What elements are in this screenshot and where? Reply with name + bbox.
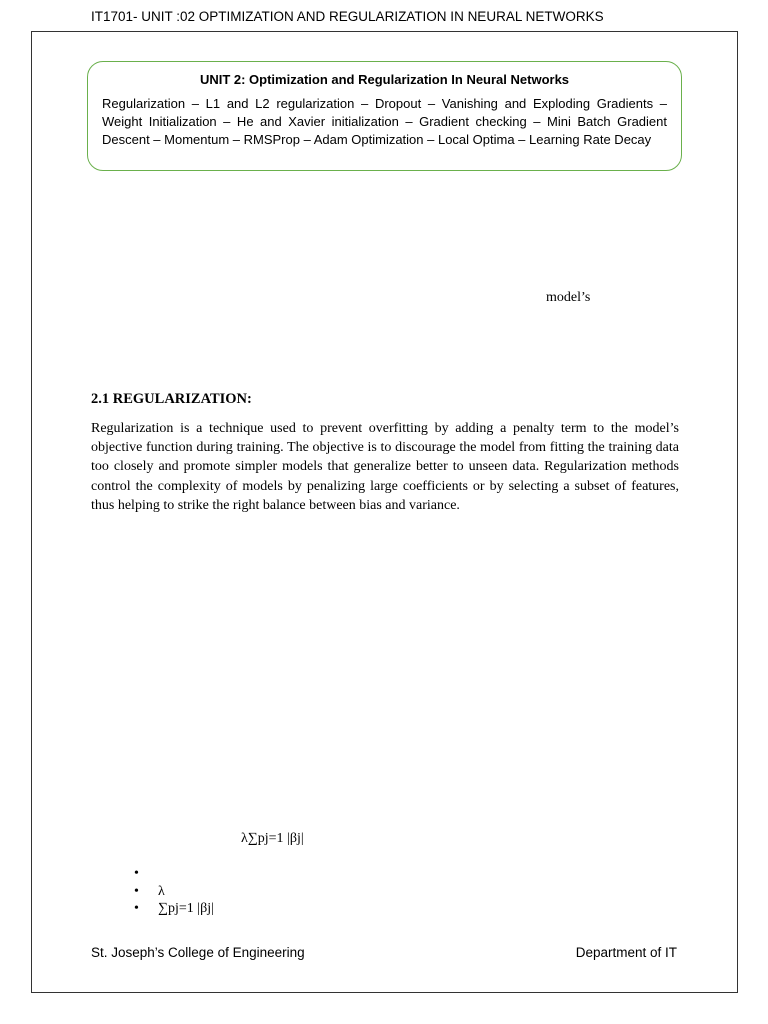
section-paragraph: Regularization is a technique used to prevent overfitting by adding a penalty term to the model’s objective function during training. The objective is to discourage the model from fitting the training data too closely and promote simpler models that generalize better to unseen data. Regularization methods control the complexity of models by penalizing large coefficients or by selecting a subset of features, thus helping to strike the right balance between bias and variance. [91, 421, 679, 513]
bullet-icon: • [134, 883, 139, 899]
list-item-text: λ [158, 883, 165, 899]
bullet-icon: • [134, 901, 139, 916]
formula-l1-penalty: λ∑pj=1 |βj| [241, 831, 304, 846]
syllabus-title: UNIT 2: Optimization and Regularization In Neural Networks [199, 72, 570, 87]
list-item [134, 900, 214, 918]
stray-text-fragment: model’s [546, 290, 591, 305]
footer-department: Department of IT [575, 945, 677, 960]
list-item [134, 883, 214, 901]
running-header: IT1701- UNIT :02 OPTIMIZATION AND REGULARIZATION IN NEURAL NETWORKS [91, 9, 604, 24]
list-item-text: ∑pj=1 |βj| [158, 901, 214, 916]
footer-college-name: St. Joseph’s College of Engineering [91, 945, 305, 960]
bullet-list [134, 865, 214, 918]
syllabus-text: Regularization – L1 and L2 regularization – Dropout – Vanishing and Exploding Gradients – Weight Initialization – He and Xavier initialization – Gradient checking – Mini Batch Gradient Descent – Momentum – RMSProp – Adam Optimization – Local Optima – Learning Rate Decay [102, 96, 667, 147]
list-item [134, 865, 214, 883]
bullet-icon: • [134, 866, 139, 881]
section-heading: 2.1 REGULARIZATION: [91, 391, 252, 407]
syllabus-box [87, 61, 682, 171]
